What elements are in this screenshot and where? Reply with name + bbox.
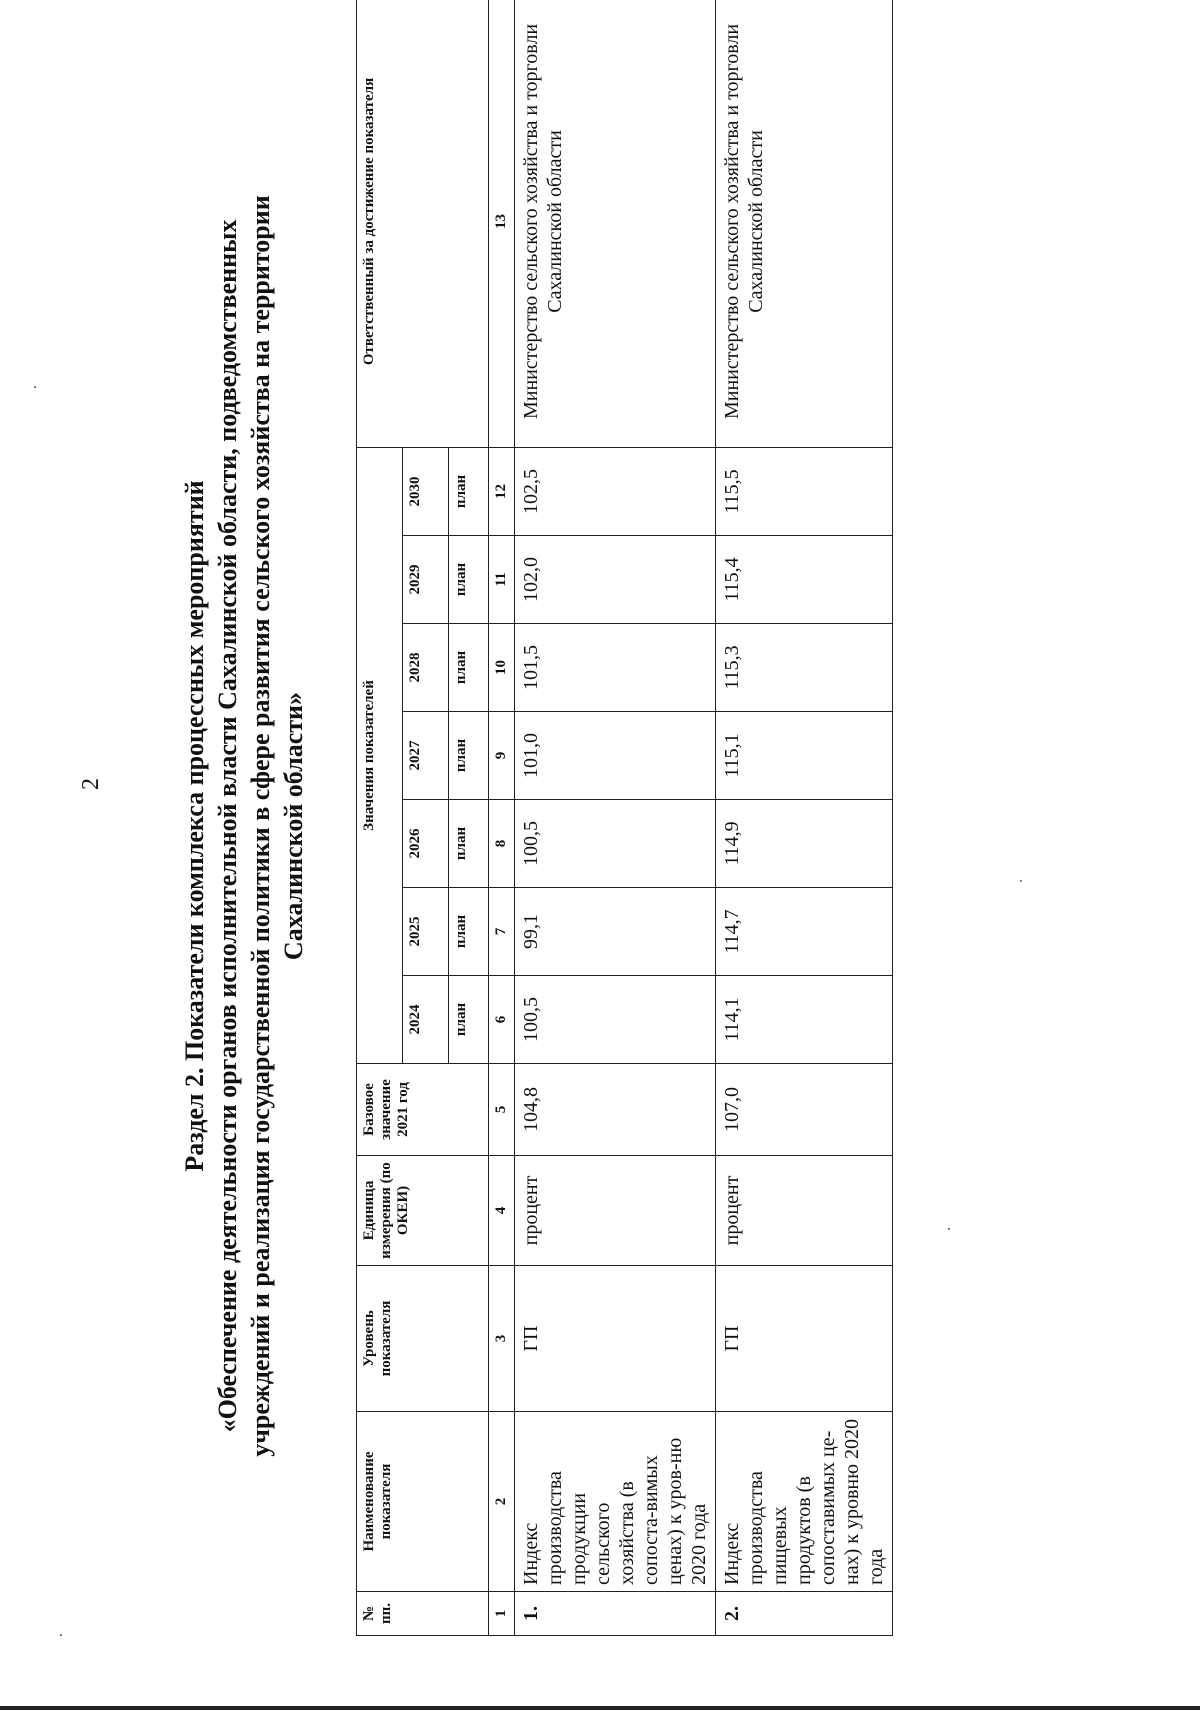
header-plan: план bbox=[449, 976, 489, 1064]
scan-speck bbox=[1020, 880, 1022, 882]
scan-speck bbox=[60, 1634, 62, 1636]
indicator-unit: процент bbox=[515, 1156, 716, 1266]
column-number: 10 bbox=[489, 624, 515, 712]
header-year: 2027 bbox=[403, 712, 449, 800]
header-values-group: Значения показателей bbox=[357, 447, 403, 1063]
row-number: 2. bbox=[716, 1592, 893, 1636]
plan-value: 115,4 bbox=[716, 536, 893, 624]
header-year: 2029 bbox=[403, 536, 449, 624]
column-number: 11 bbox=[489, 536, 515, 624]
page-number: 2 bbox=[78, 778, 104, 790]
plan-value: 101,5 bbox=[515, 624, 716, 712]
column-number: 7 bbox=[489, 888, 515, 976]
scan-speck bbox=[948, 1228, 950, 1230]
plan-value: 115,5 bbox=[716, 447, 893, 535]
title-line-1: Раздел 2. Показатели комплекса процессных мероприятий bbox=[180, 480, 209, 1172]
column-number: 9 bbox=[489, 712, 515, 800]
header-year: 2025 bbox=[403, 888, 449, 976]
indicator-level: ГП bbox=[515, 1266, 716, 1412]
header-plan: план bbox=[449, 624, 489, 712]
plan-value: 102,5 bbox=[515, 447, 716, 535]
base-value: 107,0 bbox=[716, 1064, 893, 1156]
header-responsible: Ответственный за достижение показателя bbox=[357, 0, 489, 447]
header-plan: план bbox=[449, 800, 489, 888]
plan-value: 99,1 bbox=[515, 888, 716, 976]
scan-edge-line bbox=[0, 1706, 1200, 1710]
column-number: 3 bbox=[489, 1266, 515, 1412]
title-line-4: Сахалинской области» bbox=[279, 691, 308, 961]
title-line-3: учреждений и реализация государственной политики в сфере развития сельского хозяйства на территории bbox=[246, 195, 275, 1457]
scan-speck bbox=[34, 386, 36, 388]
column-number: 13 bbox=[489, 0, 515, 447]
indicator-name: Индекс производства пищевых продуктов (в сопоставимых це-нах) к уровню 2020 года bbox=[716, 1412, 893, 1592]
column-number: 4 bbox=[489, 1156, 515, 1266]
plan-value: 114,7 bbox=[716, 888, 893, 976]
plan-value: 100,5 bbox=[515, 800, 716, 888]
plan-value: 114,9 bbox=[716, 800, 893, 888]
header-unit: Единица измерения (по ОКЕИ) bbox=[357, 1156, 489, 1266]
header-year: 2026 bbox=[403, 800, 449, 888]
plan-value: 102,0 bbox=[515, 536, 716, 624]
plan-value: 101,0 bbox=[515, 712, 716, 800]
header-plan: план bbox=[449, 712, 489, 800]
column-number: 8 bbox=[489, 800, 515, 888]
indicator-name: Индекс производства продукции сельского хозяйства (в сопоста-вимых ценах) к уров-ню 2020 года bbox=[515, 1412, 716, 1592]
plan-value: 115,3 bbox=[716, 624, 893, 712]
column-numbers-row bbox=[489, 0, 515, 1636]
column-number: 5 bbox=[489, 1064, 515, 1156]
responsible-party: Министерство сельского хозяйства и торговли Сахалинской области bbox=[515, 0, 716, 447]
header-num: № пп. bbox=[357, 1592, 489, 1636]
section-title bbox=[178, 16, 348, 1636]
header-row-1 bbox=[357, 0, 403, 1636]
title-line-2: «Обеспечение деятельности органов исполнительной власти Сахалинской области, подведомственных bbox=[213, 219, 242, 1433]
column-number: 1 bbox=[489, 1592, 515, 1636]
header-level: Уровень показателя bbox=[357, 1266, 489, 1412]
header-plan: план bbox=[449, 536, 489, 624]
header-year: 2024 bbox=[403, 976, 449, 1064]
header-year: 2030 bbox=[403, 447, 449, 535]
plan-value: 115,1 bbox=[716, 712, 893, 800]
plan-value: 114,1 bbox=[716, 976, 893, 1064]
row-number: 1. bbox=[515, 1592, 716, 1636]
base-value: 104,8 bbox=[515, 1064, 716, 1156]
plan-value: 100,5 bbox=[515, 976, 716, 1064]
header-plan: план bbox=[449, 447, 489, 535]
table-row bbox=[716, 0, 893, 1636]
responsible-party: Министерство сельского хозяйства и торговли Сахалинской области bbox=[716, 0, 893, 447]
column-number: 2 bbox=[489, 1412, 515, 1592]
rotated-content bbox=[178, 16, 887, 1636]
header-base: Базовое значение 2021 год bbox=[357, 1064, 489, 1156]
column-number: 6 bbox=[489, 976, 515, 1064]
header-name: Наименование показателя bbox=[357, 1412, 489, 1592]
header-year: 2028 bbox=[403, 624, 449, 712]
table-row bbox=[515, 0, 716, 1636]
indicator-level: ГП bbox=[716, 1266, 893, 1412]
indicator-unit: процент bbox=[716, 1156, 893, 1266]
indicators-table bbox=[356, 0, 893, 1636]
header-plan: план bbox=[449, 888, 489, 976]
column-number: 12 bbox=[489, 447, 515, 535]
